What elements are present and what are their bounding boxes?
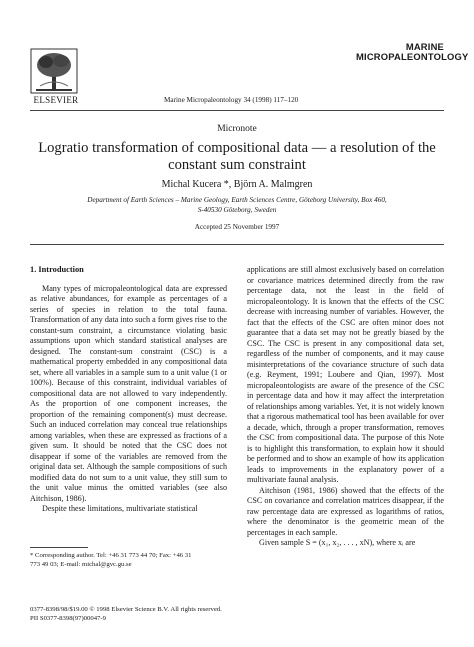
paragraph: Many types of micropaleontological data are expressed as relative abundances, for example as percentages of a series of species in relation to the total fauna. Transformation of any data into such a form gives rise to the constant-sum constraint, a circumstance violating basic assumptions upon which standard statistical analyses are designed. The constant-sum constraint (CSC) is a mathematical property embedded in any compositional data set, where all variables in a sample sum to a unit value (1 or 100%). Because of this constraint, individual variables of compositional data are not allowed to vary independently. As the proportion of one component increases, the proportion of the remaining component(s) must decrease. Such an induced correlation may conceal true relationships among variables, when these are expressed as fractions of a given sum. It should be noted that the CSC does not disappear if some of the variables are removed from the original data set. Although the sample compositions of such modified data do not sum to a unit value, they still sum to the unit value minus the omitted variables (see also Aitchison, 1986). [30, 283, 227, 503]
accepted-date: Accepted 25 November 1997 [194, 223, 280, 231]
footnote-rule [30, 547, 88, 548]
author-affiliation [0, 195, 474, 215]
copyright-notice [30, 605, 222, 623]
header-rule [30, 110, 444, 111]
article-title-line-1: Logratio transformation of compositional data — a resolution of the [38, 140, 436, 156]
paragraph: Given sample S = (x₁, x₂, . . . , xN), where xᵢ are [259, 538, 416, 547]
journal-masthead [356, 41, 469, 62]
article-title [0, 140, 474, 174]
section-label: Micronote [217, 124, 257, 134]
copyright-line: 0377-8398/98/$19.00 © 1998 Elsevier Science B.V. All rights reserved. [30, 606, 222, 613]
elsevier-tree-logo [30, 48, 78, 94]
paragraph: applications are still almost exclusively based on correlation or covariance matrices determined directly from the raw percentage data, not the least in the field of micropaleontology. It is known that the effects of the CSC decrease with increasing number of variables. However, the fact that the effects of the CSC are often minor does not guarantee that a data set may not be greatly biased by the CSC. The CSC is present in any compositional data set, regardless of the number of components, and it may cause misinterpretations of the covariance structure of such data (e.g. Reyment, 1991; Loubere and Qian, 1997). Most micropaleontologists are aware of the presence of the CSC in percentage data and how it may affect the interpretation of relationships among variables. Yet, it is not widely known that a rigorous mathematical tool has been available for over a decade, which, through a proper transformation, removes the CSC from compositional data. The purpose of this Note is to highlight this transformation, to explain how it should be performed and to show an example of how its application leads to improvements in the explanatory power of a multivariate faunal analysis. [247, 265, 444, 484]
author-list: Michal Kucera *, Björn A. Malmgren [161, 179, 313, 190]
corresponding-author-footnote [30, 551, 227, 569]
body-column-right [247, 265, 444, 549]
article-title-line-2: constant sum constraint [168, 157, 306, 173]
pii-line: PII S0377-8398(97)00047-9 [30, 615, 106, 622]
journal-masthead-line-1: MARINE [405, 41, 444, 52]
affiliation-line-2: S-40530 Göteborg, Sweden [197, 206, 277, 214]
footnote-line-2: 773 49 03; E-mail: michal@gvc.gu.se [30, 561, 132, 568]
journal-masthead-line-2: MICROPALEONTOLOGY [356, 51, 469, 62]
paragraph: Despite these limitations, multivariate statistical [42, 504, 198, 513]
title-block-rule [30, 244, 444, 245]
footnote-line-1: * Corresponding author. Tel: +46 31 773 44 70; Fax: +46 31 [30, 552, 192, 559]
journal-citation: Marine Micropaleontology 34 (1998) 117–120 [164, 96, 299, 104]
paragraph: Aitchison (1981, 1986) showed that the effects of the CSC on covariance and correlation matrices disappear, if the raw percentage data are expressed as logarithms of ratios, where the denominator is the geometric mean of the percentages in each sample. [247, 485, 444, 537]
body-column-left [30, 265, 227, 515]
affiliation-line-1: Department of Earth Sciences – Marine Geology, Earth Sciences Centre, Göteborg University, Box 460, [87, 196, 387, 204]
section-heading: 1. Introduction [30, 265, 84, 274]
publisher-name: ELSEVIER [33, 95, 79, 105]
